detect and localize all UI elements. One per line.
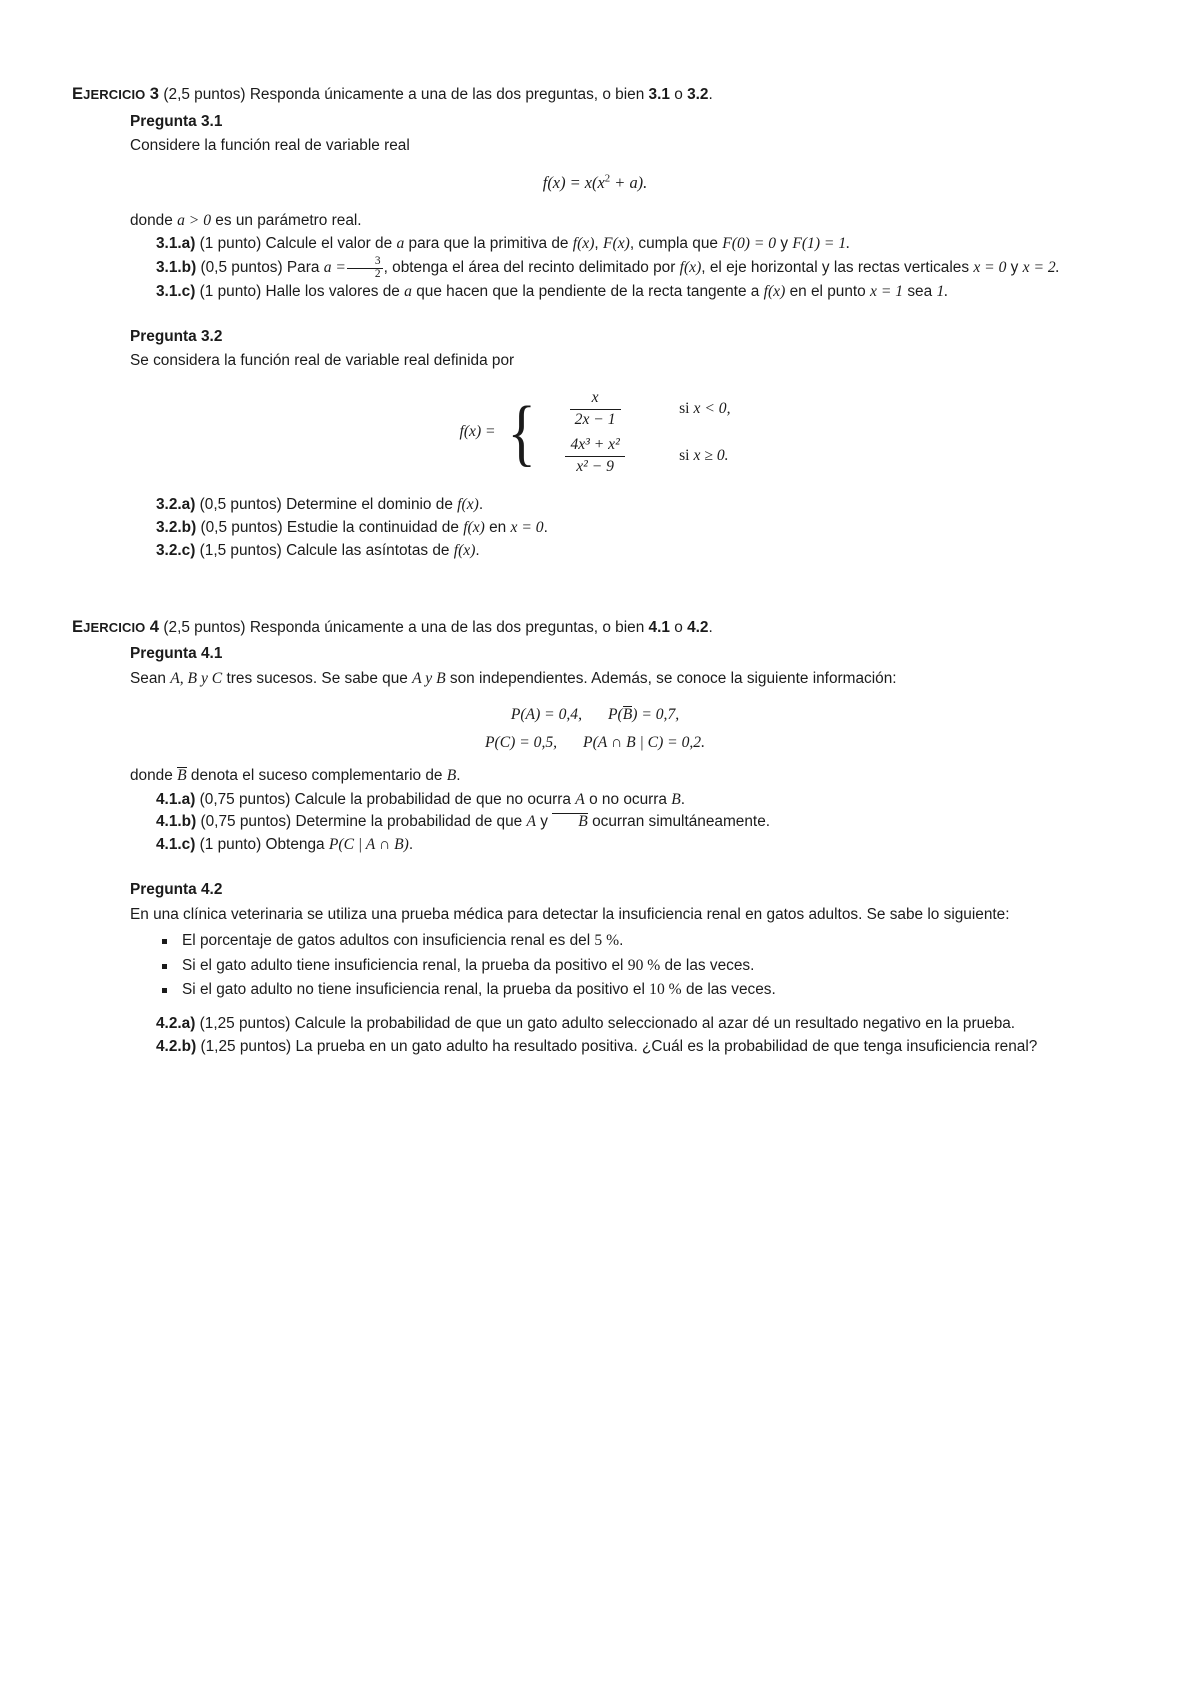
question-4-1	[130, 643, 1060, 857]
item-3-1-b: 3.1.b) (0,5 puntos) Para a = $\frac{3}{2}$ , obtenga el área del recinto delimitado por f(x), el eje horizontal y las rectas verticales x = 0 y x = 2.	[156, 255, 1060, 281]
exercise-4-label: EJERCICIO 4	[72, 616, 160, 636]
bullet-value-sensitivity: 90 %	[627, 956, 661, 974]
overline-b-item: B	[552, 813, 588, 830]
piecewise-body	[460, 386, 731, 480]
item-3-2-b: 3.2.b) (0,5 puntos) Estudie la continuidad de f(x) en x = 0.	[156, 518, 548, 536]
item-3-2-b-tag: 3.2.b)	[156, 518, 197, 536]
bullet-value-false-positive: 10 %	[649, 981, 682, 999]
list-item: Si el gato adulto tiene insuficiencia renal, la prueba da positivo el 90 % de las veces.	[162, 955, 1060, 978]
page-content	[72, 82, 1060, 1059]
item-4-1-c: 4.1.c) (1 punto) Obtenga P(C | A ∩ B).	[156, 836, 414, 854]
bullet-value-prevalence: 5 %	[594, 931, 620, 949]
item-4-1-c-points: (1 punto)	[199, 836, 262, 854]
item-4-2-a-tag: 4.2.a)	[156, 1015, 196, 1033]
question-3-1-condition: donde a > 0 es un parámetro real.	[130, 211, 362, 229]
item-3-1-b-points: (0,5 puntos)	[200, 259, 283, 277]
item-4-1-c-tag: 4.1.c)	[156, 836, 196, 854]
item-4-2-b-tag: 4.2.b)	[156, 1038, 197, 1056]
question-3-1-heading: Pregunta 3.1	[130, 112, 223, 130]
exercise-4-instruction: Responda únicamente a una de las dos preguntas, o bien	[249, 618, 645, 636]
exercise-3-instruction: Responda únicamente a una de las dos preguntas, o bien	[249, 86, 645, 103]
exercise-3-heading	[72, 82, 1060, 107]
fraction-three-halves: $\frac{3}{2}$	[347, 256, 383, 280]
exercise-4-option-b: 4.2	[687, 618, 709, 636]
piecewise-row	[547, 386, 730, 433]
exercise-3-label: EJERCICIO 3	[72, 84, 160, 103]
exercise-3-points: (2,5 puntos)	[163, 86, 246, 103]
item-4-2-b-points: (1,25 puntos)	[200, 1038, 292, 1056]
piecewise-condition-1: si x < 0,	[679, 400, 731, 418]
question-3-2-intro: Se considera la función real de variable real definida por	[130, 352, 515, 370]
p-of-c-value: P(C) = 0,5,	[485, 733, 558, 751]
item-4-1-a: 4.1.a) (0,75 puntos) Calcule la probabilidad de que no ocurra A o no ocurra B.	[156, 790, 686, 808]
p-of-not-b-value: P(B) = 0,7,	[608, 705, 680, 723]
question-4-1-where: donde B denota el suceso complementario de B.	[130, 766, 461, 784]
item-4-1-b: 4.1.b) (0,75 puntos) Determine la probabilidad de que A y B ocurran simultáneamente.	[156, 813, 771, 831]
question-3-1-intro: Considere la función real de variable real	[130, 137, 410, 155]
item-3-2-c-tag: 3.2.c)	[156, 541, 196, 559]
item-3-1-a-points: (1 punto)	[199, 235, 262, 253]
item-4-1-b-tag: 4.1.b)	[156, 813, 197, 831]
formula-f-of-x-body: $f(x) = x(x^2 + a)$.	[542, 172, 648, 192]
item-3-2-a-points: (0,5 puntos)	[199, 495, 282, 513]
exercise-4-heading	[72, 615, 1060, 640]
p-of-a-value: P(A) = 0,4,	[510, 705, 582, 723]
left-brace-glyph: {	[507, 391, 536, 474]
condition-a-positive: a > 0	[177, 211, 212, 229]
item-4-1-a-tag: 4.1.a)	[156, 790, 196, 808]
question-4-1-intro: Sean A, B y C tres sucesos. Se sabe que A y B son independientes. Además, se conoce la siguiente información:	[130, 669, 897, 687]
question-4-2-bullet-list	[130, 930, 1060, 1003]
item-4-1-a-points: (0,75 puntos)	[199, 790, 291, 808]
piecewise-lhs: f(x) =	[459, 423, 496, 441]
item-3-2-c-points: (1,5 puntos)	[199, 541, 282, 559]
item-3-2-b-points: (0,5 puntos)	[200, 518, 283, 536]
exercise-4-option-a: 4.1	[648, 618, 670, 636]
item-4-2-a-points: (1,25 puntos)	[199, 1015, 291, 1033]
question-3-2	[130, 326, 1060, 563]
item-3-1-c: 3.1.c) (1 punto) Halle los valores de a que hacen que la pendiente de la recta tangente a f(x) en el punto x = 1 sea 1.	[156, 282, 949, 300]
item-4-2-b: 4.2.b) (1,25 puntos) La prueba en un gato adulto ha resultado positiva. ¿Cuál es la probabilidad de que tenga insuficiencia renal?	[156, 1038, 1038, 1056]
list-item: El porcentaje de gatos adultos con insuficiencia renal es del 5 %.	[162, 930, 1060, 953]
item-3-2-a-tag: 3.2.a)	[156, 495, 196, 513]
item-3-1-c-points: (1 punto)	[199, 282, 262, 300]
exercise-4-period: .	[708, 618, 713, 636]
list-item: Si el gato adulto no tiene insuficiencia renal, la prueba da positivo el 10 % de las veces.	[162, 979, 1060, 1002]
exercise-4-conjunction: o	[674, 618, 683, 636]
probability-equation-line-1	[130, 703, 1060, 727]
piecewise-fraction-2: $\frac{\text{4x³ + x²}}{\text{x² − 9}}$	[565, 436, 624, 476]
question-4-2-heading: Pregunta 4.2	[130, 881, 223, 899]
item-3-2-c: 3.2.c) (1,5 puntos) Calcule las asíntotas de f(x).	[156, 541, 480, 559]
overline-b-inline: B	[177, 766, 187, 784]
item-4-2-a: 4.2.a) (1,25 puntos) Calcule la probabilidad de que un gato adulto seleccionado al azar dé un resultado negativo en la prueba.	[156, 1015, 1016, 1033]
question-4-2-intro: En una clínica veterinaria se utiliza una prueba médica para detectar la insuficiencia renal en gatos adultos. Se sabe lo siguiente:	[130, 905, 1010, 923]
item-4-1-b-points: (0,75 puntos)	[200, 813, 292, 831]
item-3-1-a-tag: 3.1.a)	[156, 235, 196, 253]
exercise-4-points: (2,5 puntos)	[163, 618, 246, 636]
question-3-2-heading: Pregunta 3.2	[130, 327, 223, 345]
exercise-3-conjunction: o	[674, 86, 683, 103]
formula-f-of-x	[130, 171, 1060, 196]
piecewise-fraction-1: $\frac{x}{2x - 1}$	[570, 389, 621, 429]
question-4-2	[130, 879, 1060, 1058]
piecewise-row	[547, 433, 730, 480]
item-3-2-a: 3.2.a) (0,5 puntos) Determine el dominio de f(x).	[156, 495, 484, 513]
item-3-1-b-tag: 3.1.b)	[156, 259, 197, 277]
exercise-3-period: .	[708, 86, 713, 103]
piecewise-function	[130, 386, 1060, 480]
question-4-1-heading: Pregunta 4.1	[130, 645, 223, 663]
p-of-a-and-b-given-c-value: P(A ∩ B | C) = 0,2.	[583, 733, 705, 751]
piecewise-condition-2: si x ≥ 0.	[679, 447, 729, 465]
item-3-1-c-tag: 3.1.c)	[156, 282, 196, 300]
probability-equation-line-2	[130, 731, 1060, 755]
exercise-3-option-a: 3.1	[648, 86, 670, 103]
probability-equations	[130, 703, 1060, 755]
overline-b: B	[622, 705, 633, 723]
exercise-3-option-b: 3.2	[687, 86, 709, 103]
item-3-1-a: 3.1.a) (1 punto) Calcule el valor de a para que la primitiva de f(x), F(x), cumpla que F(0) = 0 y F(1) = 1.	[156, 235, 851, 253]
question-3-1	[130, 111, 1060, 304]
